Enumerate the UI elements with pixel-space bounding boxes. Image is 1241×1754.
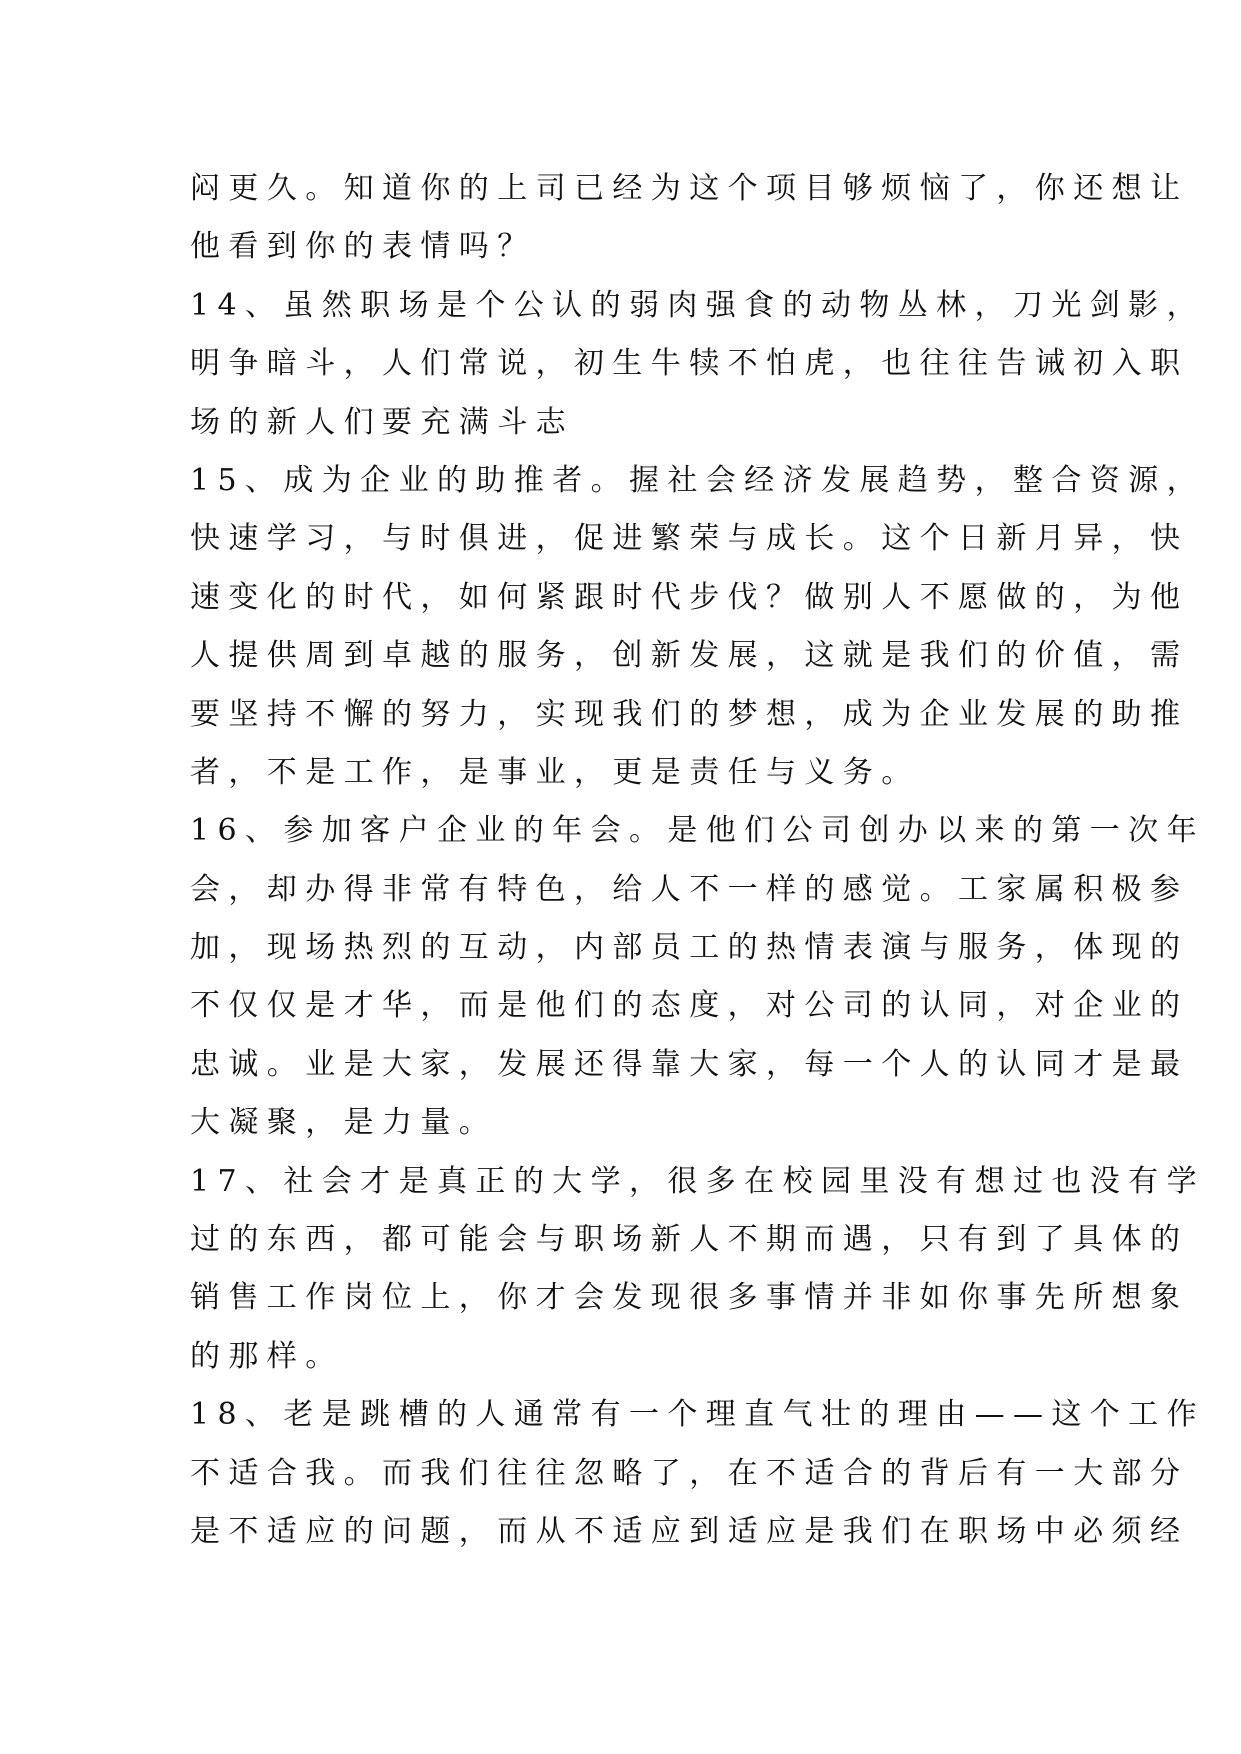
text-line: 速变化的时代，如何紧跟时代步伐？做别人不愿做的，为他 (190, 579, 1189, 615)
text-line: 18、老是跳槽的人通常有一个理直气壮的理由——这个工作 (190, 1397, 1205, 1433)
text-line: 14、虽然职场是个公认的弱肉强食的动物丛林，刀光剑影， (190, 287, 1205, 323)
text-line: 他看到你的表情吗？ (190, 229, 536, 265)
text-line: 加，现场热烈的互动，内部员工的热情表演与服务，体现的 (190, 930, 1189, 966)
text-line: 场的新人们要充满斗志 (190, 404, 574, 440)
text-line: 16、参加客户企业的年会。是他们公司创办以来的第一次年 (190, 813, 1205, 849)
text-line: 不适合我。而我们往往忽略了，在不适合的背后有一大部分 (190, 1455, 1189, 1491)
text-line: 大凝聚，是力量。 (190, 1105, 498, 1141)
text-line: 明争暗斗，人们常说，初生牛犊不怕虎，也往往告诫初入职 (190, 346, 1189, 382)
text-line: 快速学习，与时俱进，促进繁荣与成长。这个日新月异，快 (190, 521, 1189, 557)
text-line: 的那样。 (190, 1338, 344, 1374)
text-line: 过的东西，都可能会与职场新人不期而遇，只有到了具体的 (190, 1222, 1189, 1258)
text-line: 要坚持不懈的努力，实现我们的梦想，成为企业发展的助推 (190, 696, 1189, 732)
text-line: 15、成为企业的助推者。握社会经济发展趋势，整合资源， (190, 462, 1205, 498)
text-line: 销售工作岗位上，你才会发现很多事情并非如你事先所想象 (190, 1280, 1189, 1316)
document-body (190, 160, 1205, 1561)
text-line: 会，却办得非常有特色，给人不一样的感觉。工家属积极参 (190, 871, 1189, 907)
text-line: 闷更久。知道你的上司已经为这个项目够烦恼了，你还想让 (190, 171, 1189, 206)
text-line: 人提供周到卓越的服务，创新发展，这就是我们的价值，需 (190, 638, 1189, 674)
text-line: 忠诚。业是大家，发展还得靠大家，每一个人的认同才是最 (190, 1046, 1189, 1082)
text-line: 是不适应的问题，而从不适应到适应是我们在职场中必须经 (190, 1513, 1189, 1549)
text-line: 17、社会才是真正的大学，很多在校园里没有想过也没有学 (190, 1163, 1205, 1199)
text-line: 不仅仅是才华，而是他们的态度，对公司的认同，对企业的 (190, 988, 1189, 1024)
text-line: 者，不是工作，是事业，更是责任与义务。 (190, 754, 920, 790)
